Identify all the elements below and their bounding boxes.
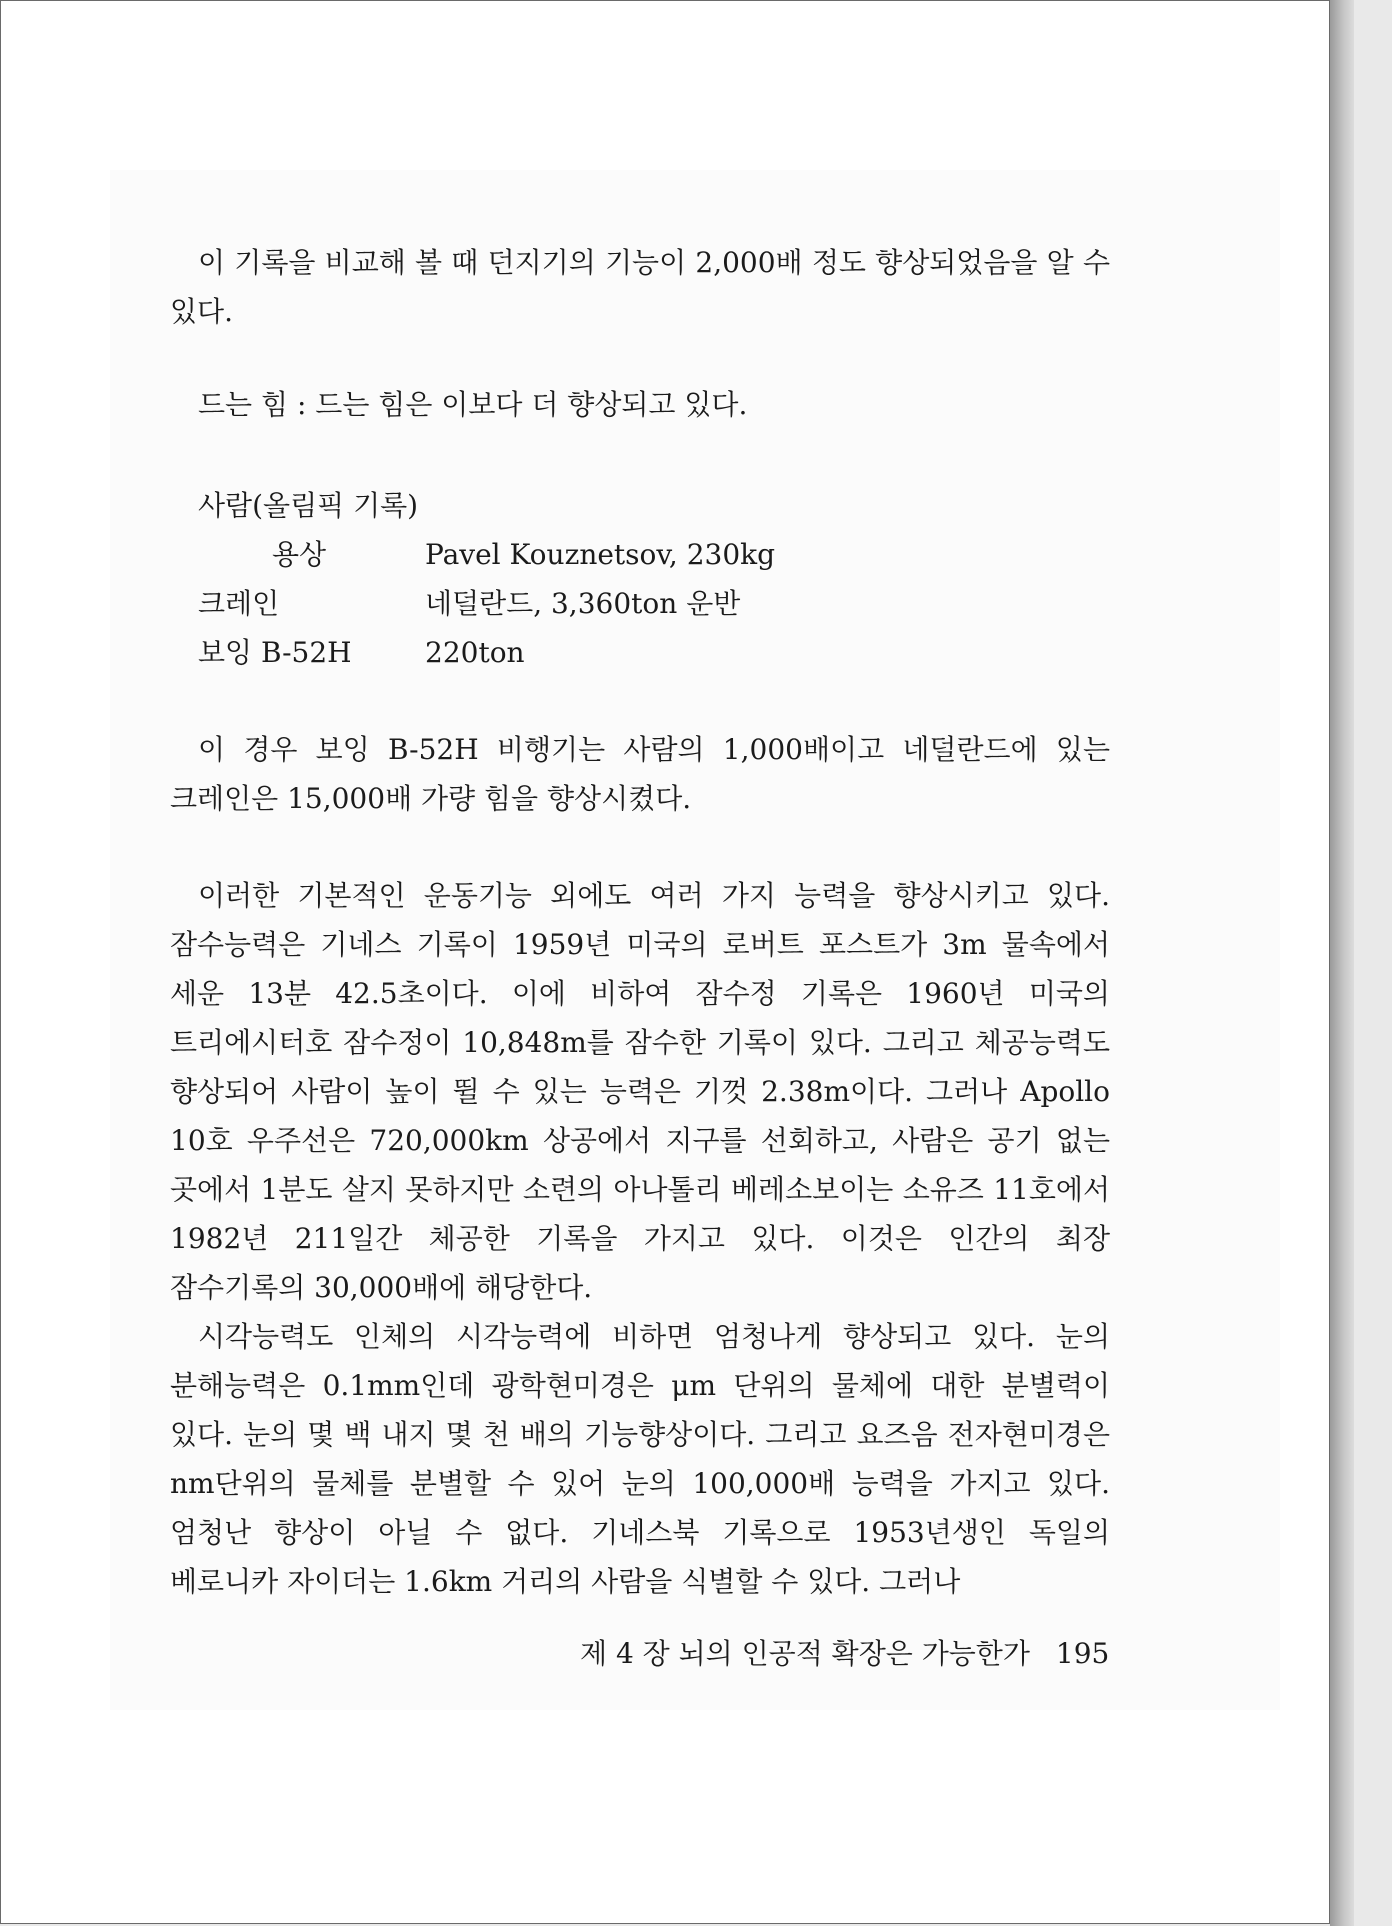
running-title: 제 4 장 뇌의 인공적 확장은 가능한가 [580,1637,1030,1670]
table-row-label: 용상 [272,538,327,571]
page-footer [580,1632,1110,1672]
paragraph-1: 이 기록을 비교해 볼 때 던지기의 기능이 2,000배 정도 향상되었음을 알 수 있다. [170,246,1110,328]
record-table-heading: 사람(올림픽 기록) [198,489,419,522]
table-row [170,628,1110,677]
paragraph-5: 시각능력도 인체의 시각능력에 비하면 엄청나게 향상되고 있다. 눈의 분해능력은 0.1mm인데 광학현미경은 μm 단위의 물체에 대한 분별력이 있다. 눈의 몇 백 내지 몇 천 배의 기능향상이다. 그리고 요즈음 전자현미경은 nm단위의 물체를 분별할 수 있어 눈의 100,000배 능력을 가지고 있다. 엄청난 향상이 아닐 수 없다. 기네스북 기록으로 1953년생인 독일의 베로니카 자이더는 1.6km 거리의 사람을 식별할 수 있다. 그러나 [170,1320,1110,1598]
record-table-heading-row [170,481,1110,530]
paragraph-3: 이 경우 보잉 B-52H 비행기는 사람의 1,000배이고 네덜란드에 있는 크레인은 15,000배 가량 힘을 향상시켰다. [170,733,1110,815]
table-row-label: 크레인 [198,587,280,620]
table-row [170,579,1110,628]
paragraph-2: 드는 힘 : 드는 힘은 이보다 더 향상되고 있다. [198,388,748,421]
page-number: 195 [1055,1637,1110,1670]
record-table [170,481,1110,677]
page-edge-shadow [1330,0,1354,1926]
table-row-label: 보잉 B-52H [198,636,352,669]
table-row [170,530,1110,579]
table-row-value: Pavel Kouznetsov, 230kg [425,538,776,571]
page-body [170,238,1110,1606]
table-row-value: 네덜란드, 3,360ton 운반 [425,587,741,620]
table-row-value: 220ton [425,636,525,669]
paragraph-4: 이러한 기본적인 운동기능 외에도 여러 가지 능력을 향상시키고 있다. 잠수능력은 기네스 기록이 1959년 미국의 로버트 포스트가 3m 물속에서 세운 13분 42.5초이다. 이에 비하여 잠수정 기록은 1960년 미국의 트리에시터호 잠수정이 10,848m를 잠수한 기록이 있다. 그리고 체공능력도 향상되어 사람이 높이 뛸 수 있는 능력은 기껏 2.38m이다. 그러나 Apollo 10호 우주선은 720,000km 상공에서 지구를 선회하고, 사람은 공기 없는 곳에서 1분도 살지 못하지만 소련의 아나톨리 베레소보이는 소유즈 11호에서 1982년 211일간 체공한 기록을 가지고 있다. 이것은 인간의 최장 잠수기록의 30,000배에 해당한다. [170,879,1110,1304]
